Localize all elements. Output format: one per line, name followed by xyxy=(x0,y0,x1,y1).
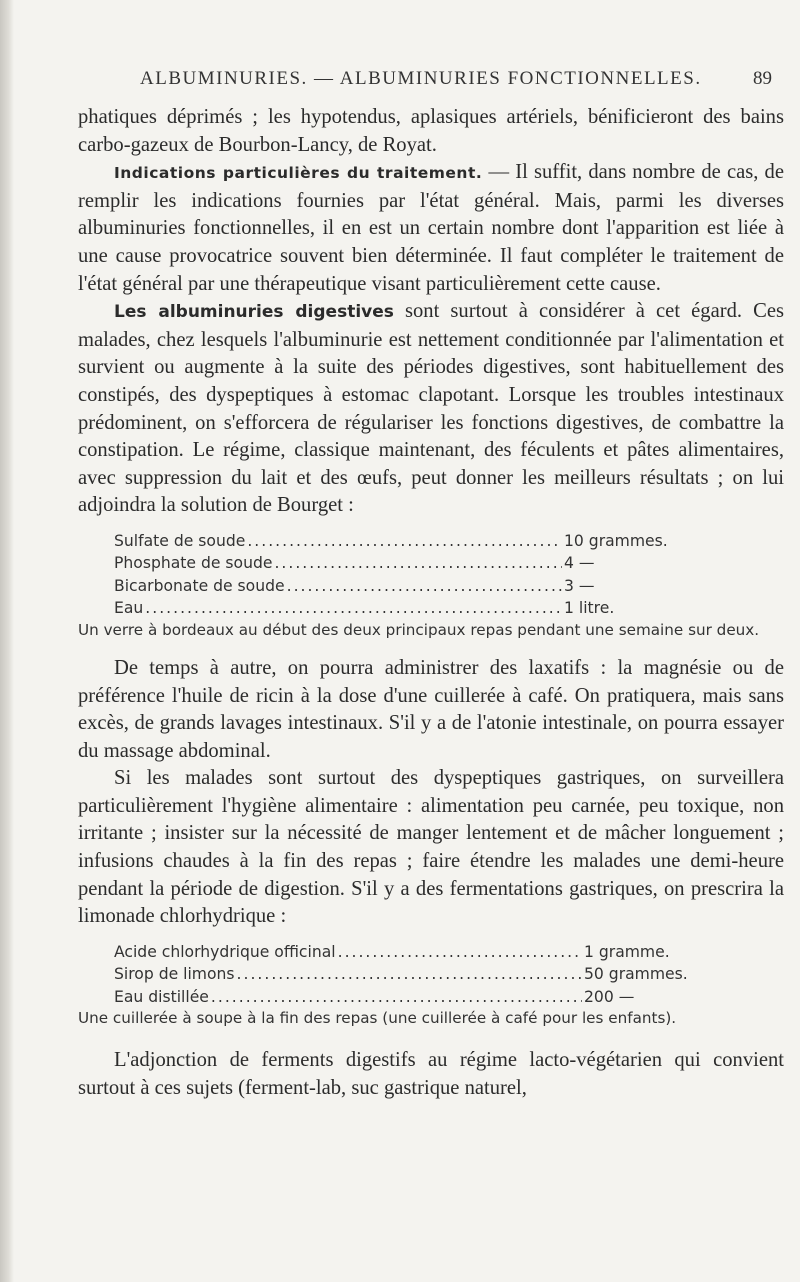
paragraph-indications xyxy=(78,159,784,298)
ingredient-name: Eau xyxy=(114,599,144,618)
ingredient-name: Bicarbonate de soude xyxy=(114,576,285,595)
paragraph-continuation: phatiques déprimés ; les hypotendus, aplasiques artériels, bénificieront des bains carbo-gazeux de Bourbon-Lancy, de Royat. xyxy=(78,106,784,156)
paragraph-digestives xyxy=(78,298,784,520)
prescription-note: Une cuillerée à soupe à la fin des repas (une cuillerée à café pour les enfants). xyxy=(78,1009,677,1028)
prescription-bourget xyxy=(114,530,714,620)
prescription-row xyxy=(114,597,714,620)
paragraph-ferments: L'adjonction de ferments digestifs au régime lacto-végétarien qui convient surtout à ces sujets (ferment-lab, suc gastrique naturel, xyxy=(78,1049,784,1099)
ingredient-quantity: 1 gramme. xyxy=(584,942,670,961)
prescription-row xyxy=(114,552,714,575)
running-title: ALBUMINURIES. — ALBUMINURIES FONCTIONNELLES. xyxy=(140,68,702,89)
ingredient-name: Eau distillée xyxy=(114,987,209,1006)
ingredient-name: Acide chlorhydrique officinal xyxy=(114,942,336,961)
ingredient-quantity: 50 grammes. xyxy=(584,965,688,984)
subheading-albuminuries-digestives: Les albuminuries digestives xyxy=(114,302,394,323)
ingredient-quantity: 3 — xyxy=(564,576,595,595)
prescription-row xyxy=(114,941,714,964)
page-number: 89 xyxy=(753,68,772,89)
ingredient-quantity: 10 grammes. xyxy=(564,531,668,550)
ingredient-quantity: 4 — xyxy=(564,554,595,573)
ingredient-quantity: 1 litre. xyxy=(564,599,615,618)
paragraph-text: — Il suffit, dans nombre de cas, de remplir les indications fournies par l'état général. Mais, parmi les diverses albuminuries fonctionnelles, il en est un certain nombre dont l'apparition est liée à une cause provocatrice souvent bien déterminée. Il faut compléter le traitement de l'état général par une thérapeutique visant particulièrement cette cause. xyxy=(78,161,784,295)
prescription-row xyxy=(114,986,714,1009)
paragraph-text: sont surtout à considérer à cet égard. Ces malades, chez lesquels l'albuminurie est nettement conditionnée par l'alimentation et survient ou augmente à la suite des périodes digestives, sont habituellement des constipés, des dyspeptiques à estomac clapotant. Lorsque les troubles intestinaux prédominent, on s'efforcera de régulariser les fonctions digestives, de combattre la constipation. Le régime, classique maintenant, des féculents et pâtes alimentaires, avec suppression du lait et des œufs, peut donner les meilleurs résultats ; on lui adjoindra la solution de Bourget : xyxy=(78,300,784,517)
ingredient-name: Phosphate de soude xyxy=(114,554,273,573)
prescription-note: Un verre à bordeaux au début des deux principaux repas pendant une semaine sur deux. xyxy=(78,620,760,639)
prescription-limonade xyxy=(114,941,714,1009)
paragraph-dyspeptiques: Si les malades sont surtout des dyspeptiques gastriques, on surveillera particulièrement l'hygiène alimentaire : alimentation peu carnée, peu toxique, non irritante ; insister sur la nécessité de manger lentement et de mâcher longuement ; infusions chaudes à la fin des repas ; faire étendre les malades une demi-heure pendant la période de digestion. S'il y a des fermentations gastriques, on prescrira la limonade chlorhydrique : xyxy=(78,767,784,928)
prescription-row xyxy=(114,963,714,986)
running-header xyxy=(140,68,772,90)
ingredient-name: Sulfate de soude xyxy=(114,531,246,550)
ingredient-name: Sirop de limons xyxy=(114,965,235,984)
prescription-row xyxy=(114,575,714,598)
ingredient-quantity: 200 — xyxy=(584,987,635,1006)
section-heading-indications: Indications particulières du traitement. xyxy=(114,164,483,183)
prescription-row xyxy=(114,530,714,553)
page-body xyxy=(78,104,784,1103)
paragraph-laxatifs: De temps à autre, on pourra administrer des laxatifs : la magnésie ou de préférence l'huile de ricin à la dose d'une cuillerée à café. On pratiquera, mais sans excès, de grands lavages intestinaux. S'il y a de l'atonie intestinale, on pourra essayer du massage abdominal. xyxy=(78,656,784,762)
page-binding-edge xyxy=(0,0,14,1282)
